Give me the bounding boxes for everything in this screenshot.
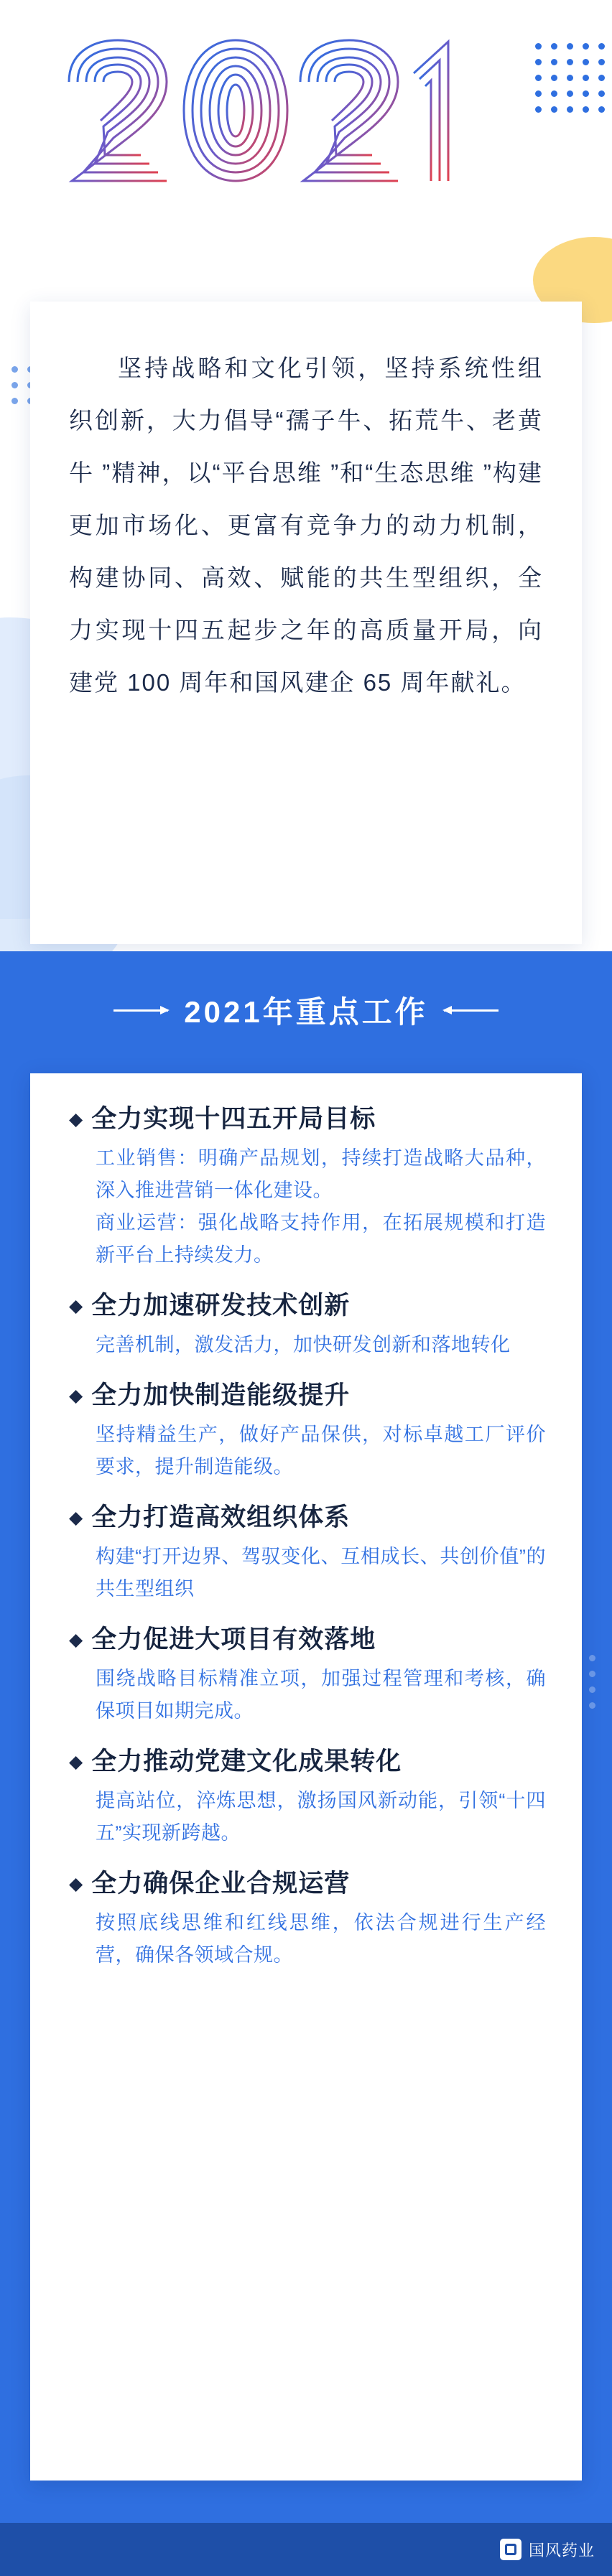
list-item-body-line: 工业销售：明确产品规划，持续打造战略大品种，深入推进营销一体化建设。 xyxy=(96,1147,546,1201)
list-item-body-line: 坚持精益生产，做好产品保供，对标卓越工厂评价要求，提升制造能级。 xyxy=(96,1424,546,1478)
section-header xyxy=(0,989,612,1032)
list-item-body-line: 商业运营：强化战略支持作用，在拓展规模和打造新平台上持续发力。 xyxy=(96,1212,546,1266)
list-item-title: 全力促进大项目有效落地 xyxy=(91,1625,376,1653)
list-item-body-line: 完善机制，激发活力，加快研发创新和落地转化 xyxy=(96,1334,511,1355)
list-item xyxy=(30,1624,582,1727)
list-item-title: 全力确保企业合规运营 xyxy=(91,1870,351,1898)
list-item-body-line: 提高站位，淬炼思想，激扬国风新动能，引领“十四五”实现新跨越。 xyxy=(96,1790,546,1844)
intro-card xyxy=(30,302,582,944)
key-work-list xyxy=(30,1073,582,2481)
list-item-body xyxy=(69,1419,546,1483)
list-item-body xyxy=(69,1907,546,1971)
list-item xyxy=(30,1380,582,1483)
list-item-body xyxy=(69,1785,546,1849)
list-item-title: 全力加速研发技术创新 xyxy=(91,1292,351,1320)
arrow-left-icon xyxy=(113,1009,168,1012)
diamond-bullet-icon: ◆ xyxy=(69,1386,83,1406)
list-item-title: 全力加快制造能级提升 xyxy=(91,1381,351,1409)
hero-year xyxy=(60,33,491,234)
list-item-body-line: 按照底线思维和红线思维，依法合规进行生产经营，确保各领域合规。 xyxy=(96,1912,546,1966)
diamond-bullet-icon: ◆ xyxy=(69,1752,83,1772)
list-item xyxy=(30,1290,582,1361)
list-item xyxy=(30,1868,582,1971)
list-item-body xyxy=(69,1541,546,1605)
list-item-body xyxy=(69,1142,546,1271)
diamond-bullet-icon: ◆ xyxy=(69,1630,83,1650)
list-item xyxy=(30,1746,582,1849)
footer-bar xyxy=(0,2523,612,2576)
diamond-bullet-icon: ◆ xyxy=(69,1508,83,1528)
list-item-body xyxy=(69,1663,546,1727)
key-work-section xyxy=(0,951,612,2576)
list-item xyxy=(30,1103,582,1271)
decorative-dot-grid-top-right xyxy=(535,43,607,115)
diamond-bullet-icon: ◆ xyxy=(69,1296,83,1316)
diamond-bullet-icon: ◆ xyxy=(69,1874,83,1894)
list-item-body xyxy=(69,1329,546,1361)
list-item-body-line: 围绕战略目标精准立项，加强过程管理和考核，确保项目如期完成。 xyxy=(96,1668,546,1722)
hero-section xyxy=(0,0,612,951)
section-title: 2021年重点工作 xyxy=(184,995,428,1029)
list-item-title: 全力实现十四五开局目标 xyxy=(91,1105,376,1133)
footer-brand: 国风药业 xyxy=(528,2541,595,2559)
app-logo-icon xyxy=(500,2539,521,2560)
list-item-body-line: 构建“打开边界、驾驭变化、互相成长、共创价值”的共生型组织 xyxy=(96,1546,546,1600)
list-item-title: 全力打造高效组织体系 xyxy=(91,1503,351,1531)
diamond-bullet-icon: ◆ xyxy=(69,1109,83,1129)
list-item xyxy=(30,1502,582,1605)
intro-paragraph: 坚持战略和文化引领，坚持系统性组织创新，大力倡导“孺子牛、拓荒牛、老黄牛 ”精神，以“平台思维 ”和“生态思维 ”构建更加市场化、更富有竞争力的动力机制，构建协同、高效、赋能的共生型组织，全力实现十四五起步之年的高质量开局，向建党 100 周年和国风建企 65 周年献礼。 xyxy=(69,355,543,696)
arrow-right-icon xyxy=(444,1009,499,1012)
list-item-title: 全力推动党建文化成果转化 xyxy=(91,1747,402,1775)
